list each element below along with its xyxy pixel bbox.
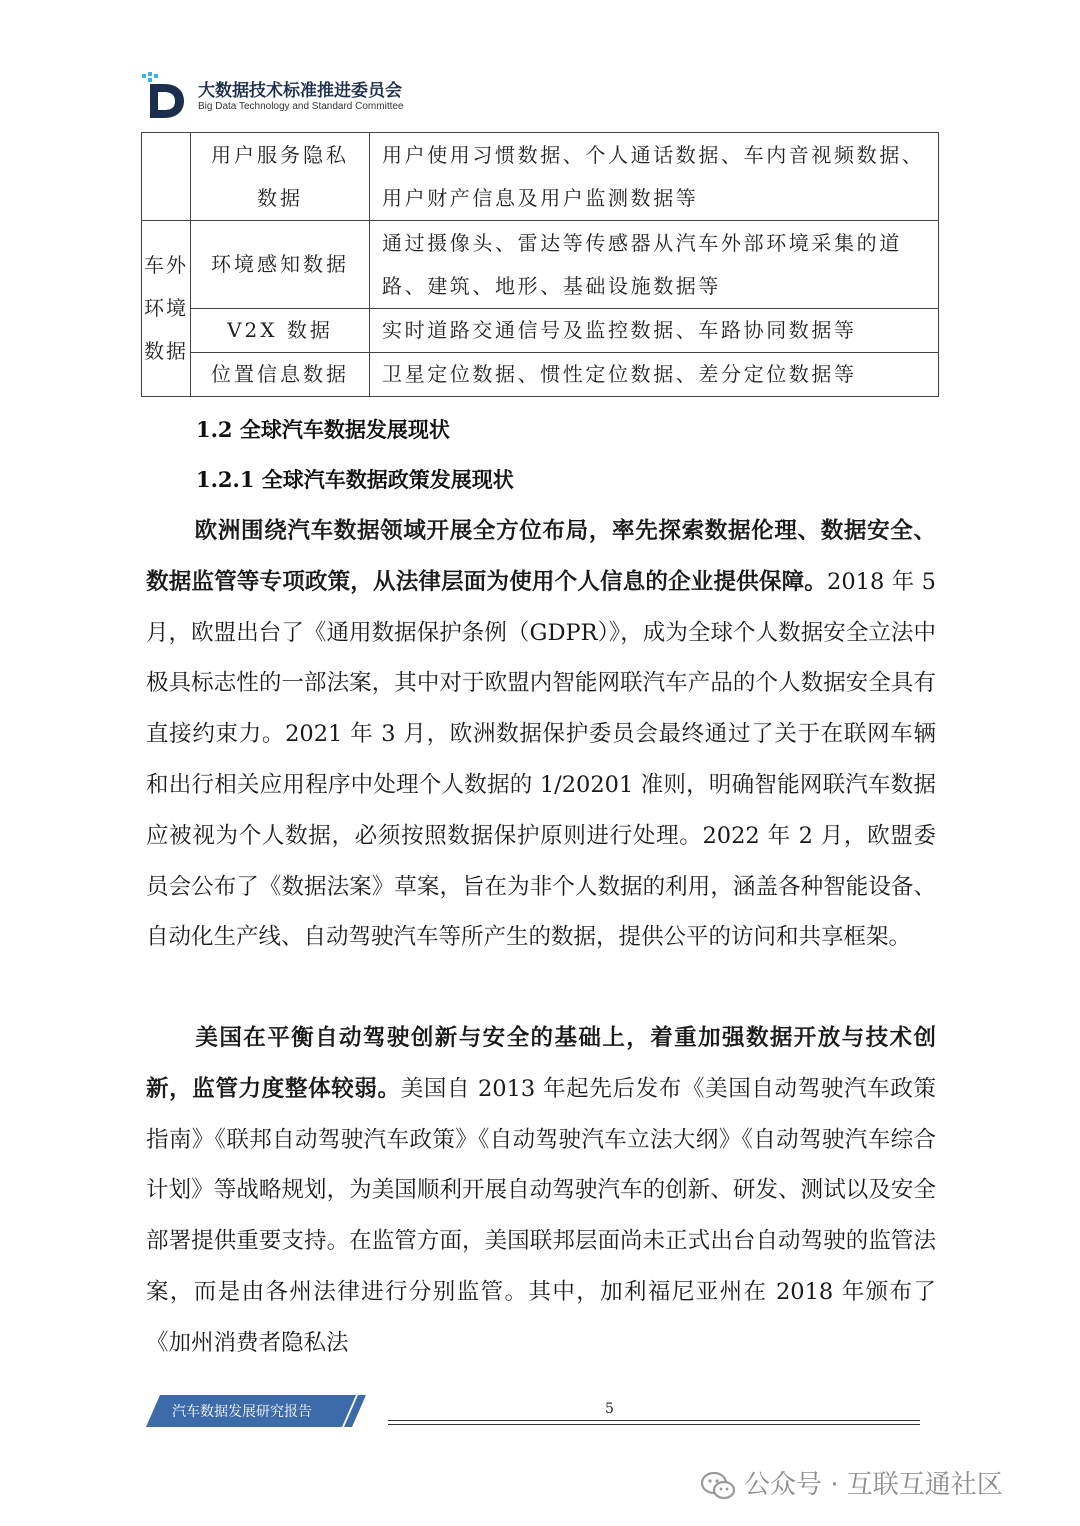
table-cell-description: 卫星定位数据、惯性定位数据、差分定位数据等	[370, 353, 939, 397]
data-category-table	[141, 132, 939, 397]
table-cell-type: 位置信息数据	[191, 353, 370, 397]
org-name-cn: 大数据技术标准推进委员会	[198, 81, 402, 101]
table-cell-description: 通过摄像头、雷达等传感器从汽车外部环境采集的道路、建筑、地形、基础设施数据等	[370, 221, 939, 309]
table-row	[142, 133, 939, 221]
paragraph-body: 2018 年 5 月，欧盟出台了《通用数据保护条例（GDPR）》，成为全球个人数据安全立法中极具标志性的一部法案，其中对于欧盟内智能网联汽车产品的个人数据安全具有直接约束力。2021 年 3 月，欧洲数据保护委员会最终通过了关于在联网车辆和出行相关应用程序中处理个人数据的 1/20201 准则，明确智能网联汽车数据应被视为个人数据，必须按照数据保护原则进行处理。2022 年 2 月，欧盟委员会公布了《数据法案》草案，旨在为非个人数据的利用，涵盖各种智能设备、自动化生产线、自动驾驶汽车等所产生的数据，提供公平的访问和共享框架。	[146, 568, 936, 951]
subsection-heading: 1.2.1 全球汽车数据政策发展现状	[196, 467, 514, 492]
paragraph-usa	[146, 1013, 936, 1369]
footer-report-title: 汽车数据发展研究报告	[172, 1404, 312, 1420]
table-cell-category: 车外环境数据	[142, 221, 191, 397]
table-cell-type: 用户服务隐私数据	[191, 133, 370, 221]
header-logo	[140, 70, 440, 120]
table-row	[142, 221, 939, 309]
table-row	[142, 309, 939, 353]
table-cell-type: 环境感知数据	[191, 221, 370, 309]
page-number: 5	[605, 1401, 614, 1417]
section-heading: 1.2 全球汽车数据发展现状	[196, 417, 450, 442]
paragraph-lead-bold: 美国在平衡自动驾驶创新与安全的基础上，着重加强数据开放与技术创新，监管力度整体较弱。	[146, 1025, 936, 1102]
watermark	[700, 1464, 1003, 1501]
table-cell-description: 实时道路交通信号及监控数据、车路协同数据等	[370, 309, 939, 353]
wechat-icon	[700, 1471, 736, 1501]
table-row	[142, 353, 939, 397]
paragraph-lead-bold: 欧洲围绕汽车数据领域开展全方位布局，率先探索数据伦理、数据安全、数据监管等专项政策，从法律层面为使用个人信息的企业提供保障。	[146, 518, 936, 595]
big-data-d-logo-icon	[140, 70, 186, 120]
paragraph-body: 美国自 2013 年起先后发布《美国自动驾驶汽车政策指南》《联邦自动驾驶汽车政策》《自动驾驶汽车立法大纲》《自动驾驶汽车综合计划》等战略规划，为美国顺利开展自动驾驶汽车的创新、研发、测试以及安全部署提供重要支持。在监管方面，美国联邦层面尚未正式出台自动驾驶的监管法案，而是由各州法律进行分别监管。其中，加利福尼亚州在 2018 年颁布了《加州消费者隐私法	[146, 1075, 936, 1356]
footer-rule	[388, 1420, 920, 1421]
footer-rule	[388, 1424, 920, 1425]
table-cell-description: 用户使用习惯数据、个人通话数据、车内音视频数据、用户财产信息及用户监测数据等	[370, 133, 939, 221]
table-cell-category	[142, 133, 191, 221]
table-cell-type: V2X 数据	[191, 309, 370, 353]
paragraph-europe	[146, 506, 936, 963]
watermark-text: 公众号 · 互联互通社区	[744, 1470, 1003, 1500]
org-name-en: Big Data Technology and Standard Committee	[198, 101, 404, 112]
